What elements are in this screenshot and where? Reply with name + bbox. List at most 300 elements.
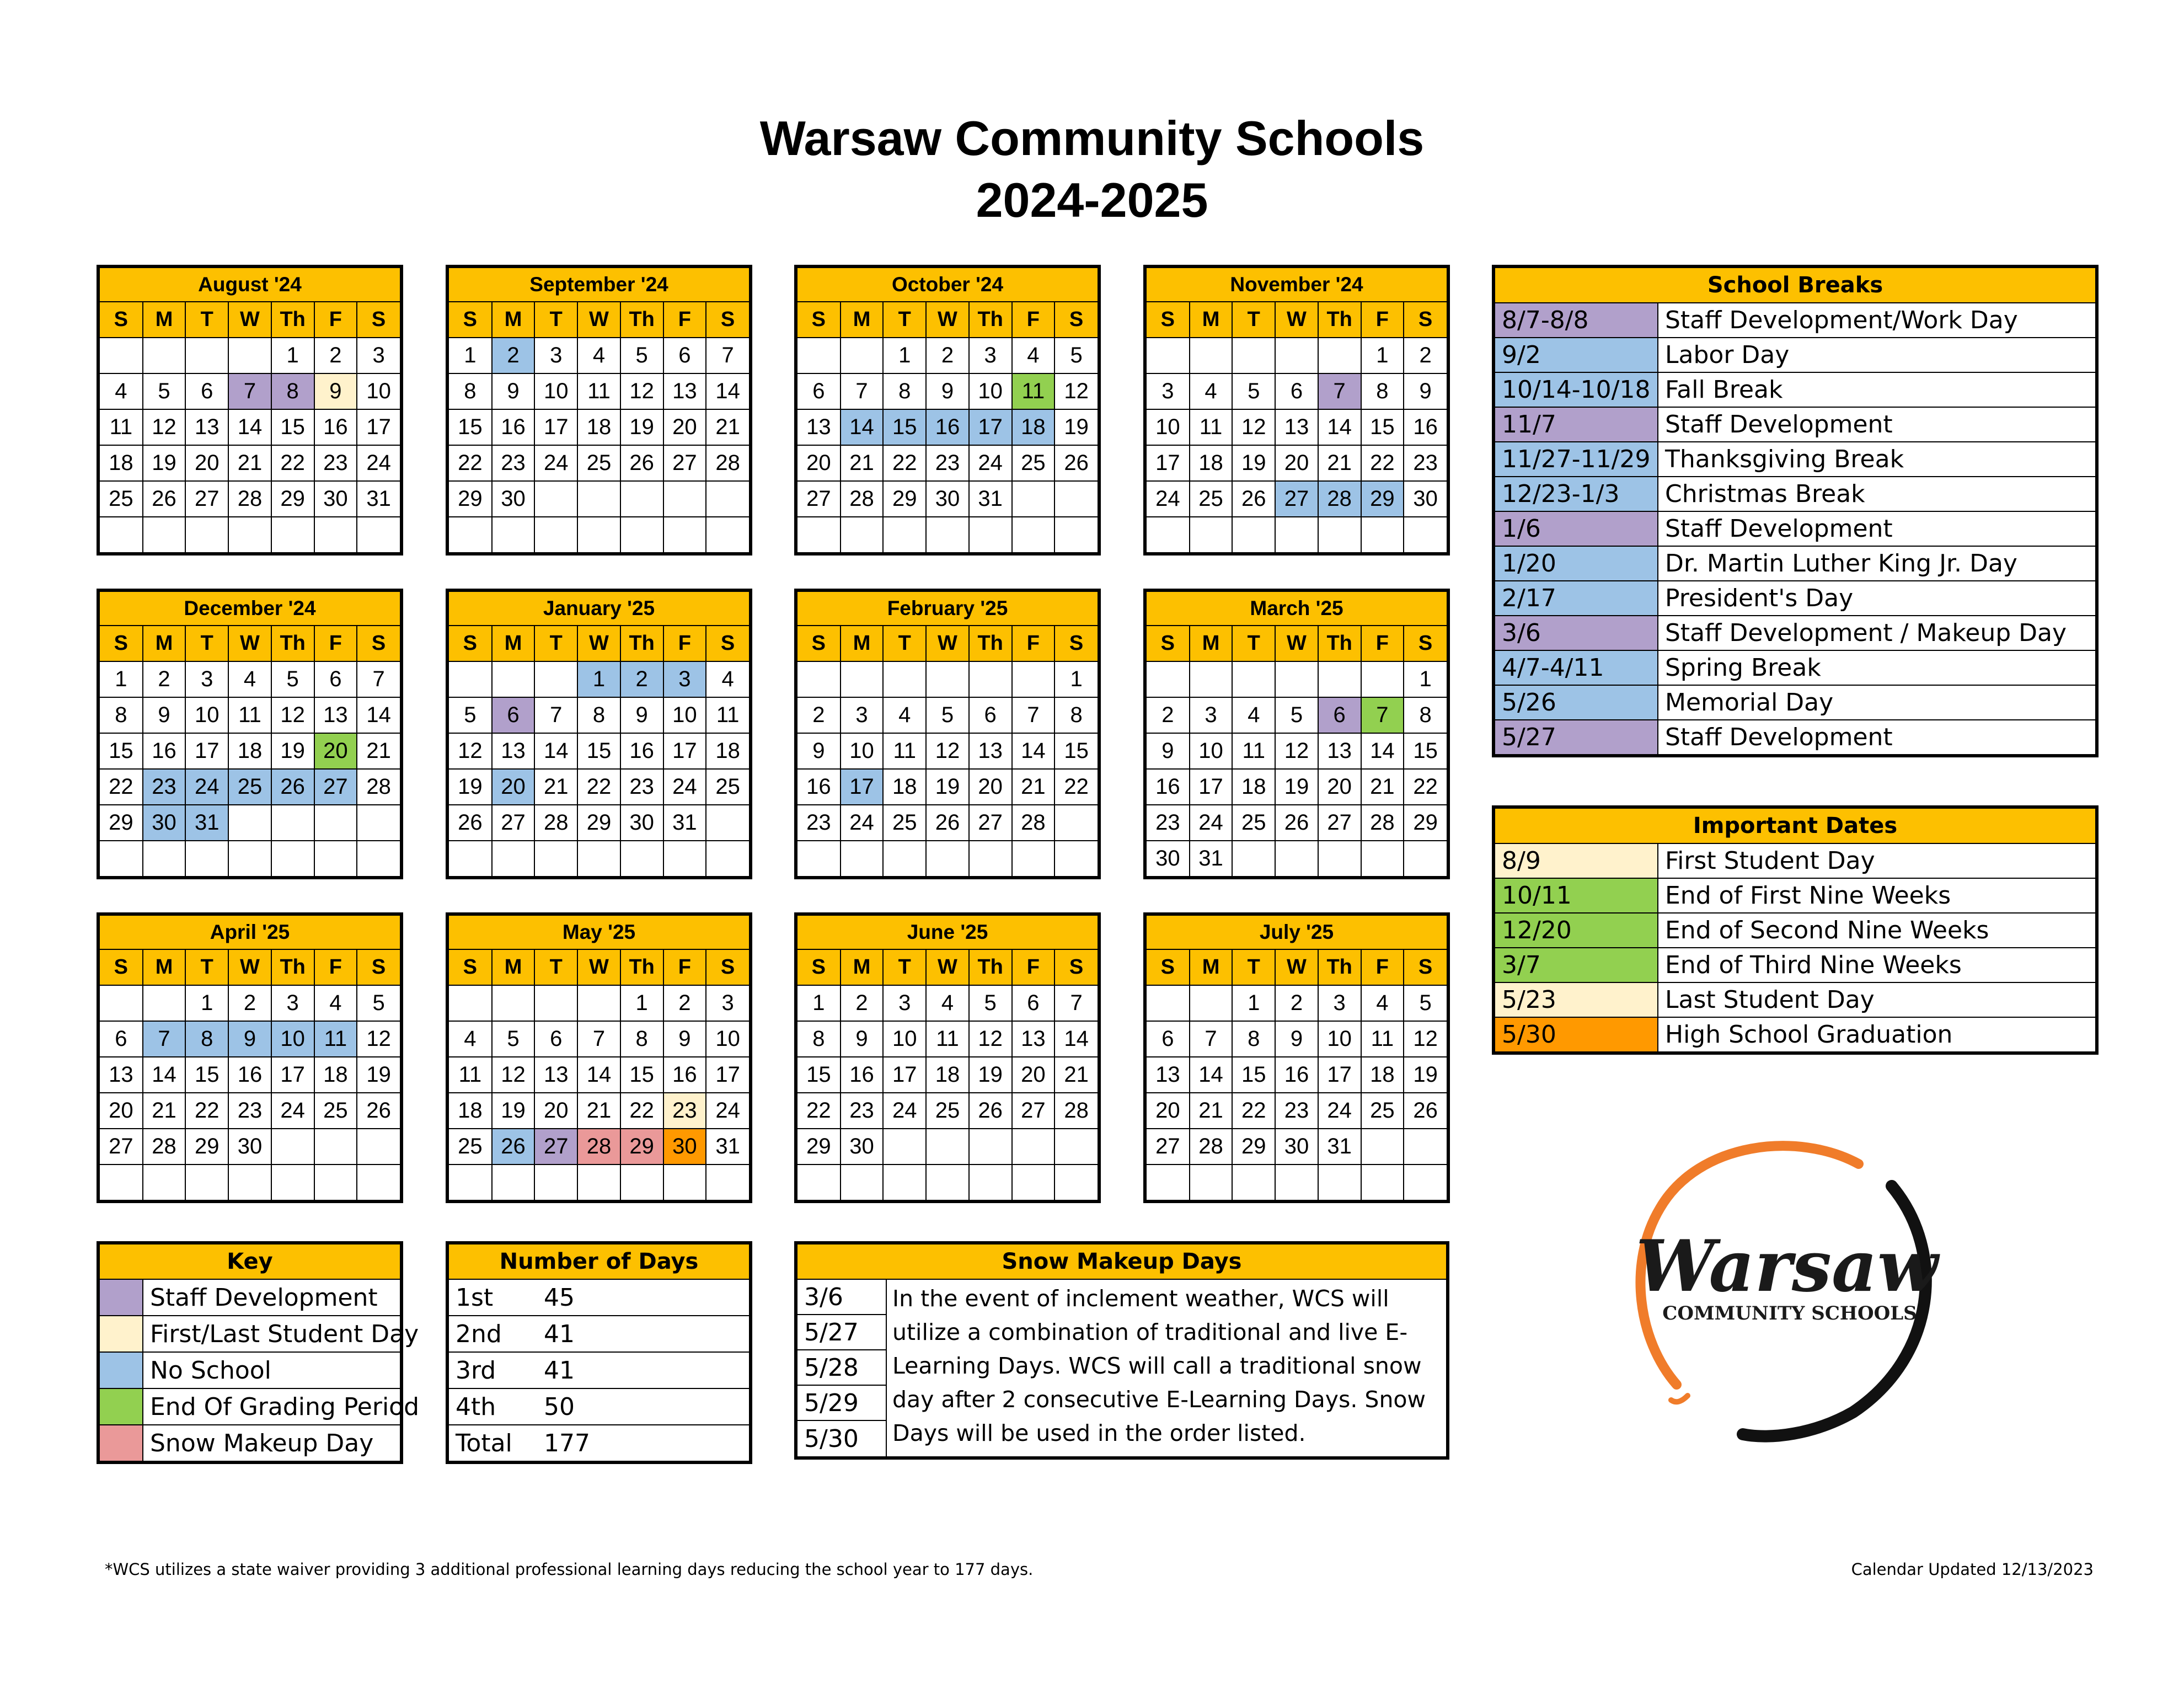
weekday-label: S — [1404, 302, 1447, 338]
calendar-day: 1 — [271, 338, 314, 373]
days-period: 1st — [456, 1283, 494, 1312]
calendar-day: 2 — [143, 661, 186, 697]
calendar-day: 9 — [620, 697, 663, 733]
calendar-day: 26 — [1275, 805, 1318, 841]
calendar-day: 5 — [620, 338, 663, 373]
snow-makeup-dates — [797, 1280, 887, 1456]
calendar-day: 7 — [577, 1021, 620, 1057]
calendar-day: 22 — [100, 769, 143, 805]
calendar-day: 31 — [1318, 1129, 1361, 1164]
calendar-empty-cell — [185, 517, 228, 552]
weekday-label: F — [663, 302, 706, 338]
school-break-row — [1495, 511, 2095, 546]
calendar-empty-cell — [534, 517, 577, 552]
snow-makeup-date: 5/29 — [797, 1386, 886, 1421]
calendar-day: 10 — [1318, 1021, 1361, 1057]
weekday-label: W — [577, 950, 620, 985]
calendar-day: 17 — [969, 409, 1012, 445]
calendar-day: 28 — [1361, 805, 1404, 841]
calendar-day: 2 — [228, 985, 271, 1021]
calendar-day: 25 — [1012, 445, 1055, 481]
key-row — [100, 1280, 400, 1316]
calendar-day: 29 — [577, 805, 620, 841]
days-count: 177 — [544, 1429, 590, 1457]
calendar-day: 11 — [1012, 373, 1055, 409]
calendar-empty-cell — [534, 661, 577, 697]
calendar-day: 20 — [1275, 445, 1318, 481]
calendar-day: 18 — [883, 769, 926, 805]
snow-makeup-title: Snow Makeup Days — [797, 1244, 1446, 1280]
row-label: First Student Day — [1658, 844, 2095, 878]
calendar-day: 9 — [314, 373, 357, 409]
calendar-empty-cell — [534, 1164, 577, 1200]
calendar-day: 26 — [969, 1093, 1012, 1129]
calendar-empty-cell — [663, 841, 706, 876]
calendar-day: 29 — [797, 1129, 841, 1164]
calendar-day: 16 — [663, 1057, 706, 1093]
calendar-day: 20 — [314, 733, 357, 769]
month-calendar — [97, 265, 403, 555]
calendar-empty-cell — [449, 661, 492, 697]
row-label: Staff Development/Work Day — [1658, 303, 2095, 338]
weekday-label: W — [926, 626, 969, 661]
calendar-day: 16 — [228, 1057, 271, 1093]
calendar-day: 16 — [314, 409, 357, 445]
calendar-day: 8 — [100, 697, 143, 733]
school-breaks-panel — [1492, 265, 2099, 757]
calendar-day: 24 — [357, 445, 400, 481]
calendar-day: 31 — [969, 481, 1012, 517]
calendar-empty-cell — [1318, 338, 1361, 373]
calendar-day: 23 — [1147, 805, 1190, 841]
calendar-day: 31 — [1190, 841, 1233, 876]
weekday-label: T — [1232, 950, 1275, 985]
calendar-updated: Calendar Updated 12/13/2023 — [1851, 1560, 2094, 1579]
calendar-empty-cell — [271, 805, 314, 841]
calendar-day: 27 — [314, 769, 357, 805]
calendar-empty-cell — [271, 1129, 314, 1164]
weekday-label: Th — [271, 626, 314, 661]
calendar-day: 19 — [449, 769, 492, 805]
weekday-label: M — [143, 626, 186, 661]
calendar-empty-cell — [1404, 841, 1447, 876]
weekday-label: T — [534, 626, 577, 661]
key-label: End Of Grading Period — [143, 1388, 400, 1425]
weekday-label: S — [357, 626, 400, 661]
calendar-day: 13 — [969, 733, 1012, 769]
row-date: 5/23 — [1495, 982, 1658, 1017]
row-date: 11/7 — [1495, 407, 1658, 442]
calendar-day: 14 — [534, 733, 577, 769]
calendar-day: 2 — [1275, 985, 1318, 1021]
weekday-label: T — [883, 626, 926, 661]
calendar-day: 19 — [926, 769, 969, 805]
calendar-empty-cell — [883, 661, 926, 697]
calendar-day: 8 — [620, 1021, 663, 1057]
calendar-day: 13 — [492, 733, 535, 769]
weekday-label: S — [449, 950, 492, 985]
calendar-day: 31 — [663, 805, 706, 841]
calendar-day: 28 — [534, 805, 577, 841]
key-title: Key — [100, 1244, 400, 1280]
calendar-empty-cell — [577, 985, 620, 1021]
month-calendar — [446, 912, 752, 1203]
school-break-row — [1495, 720, 2095, 754]
calendar-day: 26 — [620, 445, 663, 481]
weekday-label: S — [100, 950, 143, 985]
calendar-day: 7 — [706, 338, 749, 373]
row-label: End of First Nine Weeks — [1658, 878, 2095, 913]
calendar-day: 16 — [492, 409, 535, 445]
calendar-day: 24 — [1190, 805, 1233, 841]
calendar-day: 28 — [841, 481, 884, 517]
weekday-label: Th — [969, 626, 1012, 661]
calendar-day: 24 — [883, 1093, 926, 1129]
calendar-day: 6 — [534, 1021, 577, 1057]
calendar-day: 27 — [185, 481, 228, 517]
days-row — [449, 1280, 749, 1316]
calendar-empty-cell — [706, 481, 749, 517]
calendar-empty-cell — [1404, 1129, 1447, 1164]
calendar-day: 26 — [1232, 481, 1275, 517]
weekday-label: W — [228, 950, 271, 985]
calendar-day: 4 — [449, 1021, 492, 1057]
calendar-empty-cell — [357, 1129, 400, 1164]
calendar-day: 3 — [883, 985, 926, 1021]
calendar-day: 9 — [1404, 373, 1447, 409]
calendar-empty-cell — [1190, 517, 1233, 552]
logo-orange-tail — [1671, 1396, 1688, 1402]
calendar-day: 31 — [706, 1129, 749, 1164]
calendar-day: 21 — [357, 733, 400, 769]
calendar-day: 20 — [492, 769, 535, 805]
calendar-empty-cell — [706, 1164, 749, 1200]
weekday-label: S — [357, 302, 400, 338]
calendar-day: 20 — [797, 445, 841, 481]
weekday-label: S — [1147, 626, 1190, 661]
calendar-day: 22 — [1054, 769, 1098, 805]
calendar-day: 3 — [185, 661, 228, 697]
calendar-empty-cell — [228, 338, 271, 373]
month-title: September '24 — [449, 268, 749, 302]
calendar-empty-cell — [143, 338, 186, 373]
weekday-label: Th — [1318, 950, 1361, 985]
calendar-empty-cell — [1190, 985, 1233, 1021]
calendar-empty-cell — [841, 841, 884, 876]
weekday-label: Th — [1318, 626, 1361, 661]
calendar-day: 24 — [1147, 481, 1190, 517]
calendar-day: 14 — [577, 1057, 620, 1093]
calendar-day: 12 — [1275, 733, 1318, 769]
calendar-day: 6 — [797, 373, 841, 409]
snow-makeup-date: 5/30 — [804, 1424, 859, 1453]
calendar-day: 20 — [100, 1093, 143, 1129]
calendar-day: 22 — [1232, 1093, 1275, 1129]
days-period: Total — [456, 1429, 512, 1457]
row-date: 5/27 — [1495, 720, 1658, 754]
weekday-label: F — [663, 626, 706, 661]
calendar-day: 22 — [1361, 445, 1404, 481]
calendar-day: 30 — [143, 805, 186, 841]
weekday-label: F — [1361, 950, 1404, 985]
calendar-day: 29 — [271, 481, 314, 517]
weekday-label: Th — [620, 302, 663, 338]
calendar-day: 7 — [1361, 697, 1404, 733]
row-date: 12/23-1/3 — [1495, 477, 1658, 511]
calendar-day: 25 — [228, 769, 271, 805]
calendar-day: 25 — [1232, 805, 1275, 841]
calendar-empty-cell — [228, 1164, 271, 1200]
calendar-day: 16 — [841, 1057, 884, 1093]
month-title: August '24 — [100, 268, 400, 302]
calendar-day: 27 — [1012, 1093, 1055, 1129]
weekday-label: W — [577, 302, 620, 338]
calendar-day: 18 — [577, 409, 620, 445]
calendar-empty-cell — [228, 517, 271, 552]
calendar-empty-cell — [620, 481, 663, 517]
calendar-day: 2 — [797, 697, 841, 733]
calendar-empty-cell — [1012, 481, 1055, 517]
calendar-empty-cell — [1232, 517, 1275, 552]
calendar-day: 8 — [271, 373, 314, 409]
calendar-day: 8 — [883, 373, 926, 409]
school-break-row — [1495, 442, 2095, 477]
month-title: January '25 — [449, 592, 749, 626]
calendar-empty-cell — [314, 1164, 357, 1200]
row-date: 3/7 — [1495, 948, 1658, 982]
calendar-day: 30 — [314, 481, 357, 517]
weekday-label: F — [663, 950, 706, 985]
row-date: 3/6 — [1495, 616, 1658, 650]
month-calendar — [794, 265, 1101, 555]
row-label: High School Graduation — [1658, 1017, 2095, 1051]
row-label: Spring Break — [1658, 650, 2095, 685]
calendar-day: 25 — [883, 805, 926, 841]
calendar-empty-cell — [1190, 1164, 1233, 1200]
calendar-day: 27 — [1147, 1129, 1190, 1164]
weekday-label: F — [1361, 626, 1404, 661]
calendar-empty-cell — [449, 517, 492, 552]
calendar-empty-cell — [228, 841, 271, 876]
calendar-day: 5 — [492, 1021, 535, 1057]
days-row — [449, 1316, 749, 1352]
calendar-day: 4 — [577, 338, 620, 373]
calendar-empty-cell — [969, 1129, 1012, 1164]
calendar-day: 25 — [926, 1093, 969, 1129]
calendar-day: 7 — [228, 373, 271, 409]
school-break-row — [1495, 407, 2095, 442]
calendar-day: 11 — [228, 697, 271, 733]
calendar-day: 1 — [1404, 661, 1447, 697]
calendar-day: 19 — [969, 1057, 1012, 1093]
calendar-empty-cell — [534, 985, 577, 1021]
weekday-label: S — [797, 302, 841, 338]
important-date-row — [1495, 913, 2095, 948]
calendar-day: 18 — [1190, 445, 1233, 481]
calendar-day: 1 — [1232, 985, 1275, 1021]
calendar-day: 5 — [1275, 697, 1318, 733]
weekday-label: T — [185, 950, 228, 985]
calendar-day: 13 — [1147, 1057, 1190, 1093]
school-break-row — [1495, 685, 2095, 720]
calendar-day: 29 — [1404, 805, 1447, 841]
number-of-days-title: Number of Days — [449, 1244, 749, 1280]
weekday-label: S — [1404, 950, 1447, 985]
calendar-day: 12 — [492, 1057, 535, 1093]
calendar-day: 23 — [143, 769, 186, 805]
calendar-day: 7 — [143, 1021, 186, 1057]
calendar-empty-cell — [577, 841, 620, 876]
calendar-day: 3 — [271, 985, 314, 1021]
calendar-day: 8 — [449, 373, 492, 409]
calendar-empty-cell — [534, 481, 577, 517]
weekday-label: S — [1147, 950, 1190, 985]
calendar-day: 19 — [1404, 1057, 1447, 1093]
calendar-day: 26 — [357, 1093, 400, 1129]
calendar-empty-cell — [449, 985, 492, 1021]
calendar-day: 20 — [969, 769, 1012, 805]
calendar-day: 23 — [663, 1093, 706, 1129]
calendar-day: 8 — [1054, 697, 1098, 733]
calendar-empty-cell — [1147, 661, 1190, 697]
calendar-day: 14 — [1054, 1021, 1098, 1057]
calendar-day: 12 — [1054, 373, 1098, 409]
calendar-day: 16 — [926, 409, 969, 445]
calendar-empty-cell — [797, 517, 841, 552]
calendar-day: 25 — [1361, 1093, 1404, 1129]
calendar-empty-cell — [663, 517, 706, 552]
calendar-day: 31 — [185, 805, 228, 841]
month-calendar — [97, 589, 403, 879]
weekday-label: S — [706, 626, 749, 661]
key-swatch — [100, 1425, 143, 1461]
school-break-row — [1495, 616, 2095, 650]
school-break-row — [1495, 303, 2095, 338]
calendar-empty-cell — [1232, 841, 1275, 876]
calendar-day: 11 — [100, 409, 143, 445]
weekday-label: M — [841, 950, 884, 985]
weekday-label: S — [706, 950, 749, 985]
calendar-day: 20 — [185, 445, 228, 481]
number-of-days-panel — [446, 1241, 752, 1464]
weekday-label: W — [1275, 950, 1318, 985]
calendar-day: 25 — [314, 1093, 357, 1129]
calendar-day: 6 — [969, 697, 1012, 733]
calendar-empty-cell — [534, 841, 577, 876]
weekday-label: Th — [620, 950, 663, 985]
calendar-day: 11 — [577, 373, 620, 409]
key-swatch — [100, 1388, 143, 1425]
month-title: April '25 — [100, 916, 400, 950]
calendar-empty-cell — [185, 338, 228, 373]
key-panel — [97, 1241, 420, 1464]
calendar-empty-cell — [100, 841, 143, 876]
calendar-day: 8 — [577, 697, 620, 733]
calendar-day: 6 — [492, 697, 535, 733]
calendar-day: 10 — [663, 697, 706, 733]
month-title: December '24 — [100, 592, 400, 626]
calendar-day: 7 — [534, 697, 577, 733]
calendar-day: 23 — [228, 1093, 271, 1129]
month-title: June '25 — [797, 916, 1098, 950]
calendar-empty-cell — [797, 338, 841, 373]
calendar-empty-cell — [797, 1164, 841, 1200]
calendar-empty-cell — [969, 661, 1012, 697]
calendar-day: 4 — [100, 373, 143, 409]
calendar-empty-cell — [228, 805, 271, 841]
calendar-day: 8 — [797, 1021, 841, 1057]
weekday-label: W — [228, 626, 271, 661]
calendar-day: 11 — [706, 697, 749, 733]
calendar-day: 5 — [1054, 338, 1098, 373]
calendar-day: 9 — [926, 373, 969, 409]
calendar-day: 4 — [1232, 697, 1275, 733]
calendar-day: 8 — [1361, 373, 1404, 409]
calendar-day: 4 — [883, 697, 926, 733]
calendar-day: 14 — [228, 409, 271, 445]
calendar-day: 4 — [706, 661, 749, 697]
calendar-day: 13 — [1318, 733, 1361, 769]
calendar-day: 1 — [449, 338, 492, 373]
calendar-day: 25 — [1190, 481, 1233, 517]
calendar-day: 24 — [706, 1093, 749, 1129]
calendar-day: 23 — [620, 769, 663, 805]
calendar-day: 28 — [1190, 1129, 1233, 1164]
calendar-day: 20 — [1147, 1093, 1190, 1129]
calendar-day: 7 — [1012, 697, 1055, 733]
calendar-day: 4 — [1190, 373, 1233, 409]
logo-subtitle: COMMUNITY SCHOOLS — [1662, 1302, 1917, 1324]
calendar-day: 10 — [1190, 733, 1233, 769]
calendar-empty-cell — [1318, 841, 1361, 876]
calendar-day: 23 — [314, 445, 357, 481]
row-label: End of Second Nine Weeks — [1658, 913, 2095, 948]
calendar-empty-cell — [1012, 841, 1055, 876]
calendar-empty-cell — [1190, 661, 1233, 697]
calendar-empty-cell — [143, 985, 186, 1021]
row-label: Staff Development — [1658, 407, 2095, 442]
weekday-label: M — [492, 950, 535, 985]
calendar-day: 12 — [271, 697, 314, 733]
calendar-day: 14 — [357, 697, 400, 733]
calendar-day: 27 — [492, 805, 535, 841]
row-date: 8/9 — [1495, 844, 1658, 878]
snow-makeup-note: In the event of inclement weather, WCS will utilize a combination of traditional and live E-Learning Days. WCS will call a traditional snow day after 2 consecutive E-Learning Days. Snow Days will be used in the order listed. — [892, 1285, 1426, 1446]
calendar-day: 12 — [969, 1021, 1012, 1057]
page-title — [0, 108, 2184, 231]
row-date: 2/17 — [1495, 581, 1658, 616]
calendar-empty-cell — [797, 661, 841, 697]
calendar-day: 3 — [357, 338, 400, 373]
month-title: February '25 — [797, 592, 1098, 626]
calendar-day: 30 — [663, 1129, 706, 1164]
calendar-empty-cell — [620, 1164, 663, 1200]
calendar-day: 12 — [620, 373, 663, 409]
row-date: 10/14-10/18 — [1495, 372, 1658, 407]
calendar-day: 17 — [1147, 445, 1190, 481]
calendar-day: 21 — [534, 769, 577, 805]
days-row — [449, 1352, 749, 1388]
calendar-empty-cell — [1318, 1164, 1361, 1200]
calendar-day: 15 — [100, 733, 143, 769]
weekday-label: M — [1190, 626, 1233, 661]
calendar-day: 29 — [620, 1129, 663, 1164]
calendar-day: 23 — [841, 1093, 884, 1129]
calendar-day: 3 — [841, 697, 884, 733]
key-swatch — [100, 1280, 143, 1316]
calendar-day: 6 — [1147, 1021, 1190, 1057]
weekday-label: Th — [271, 950, 314, 985]
